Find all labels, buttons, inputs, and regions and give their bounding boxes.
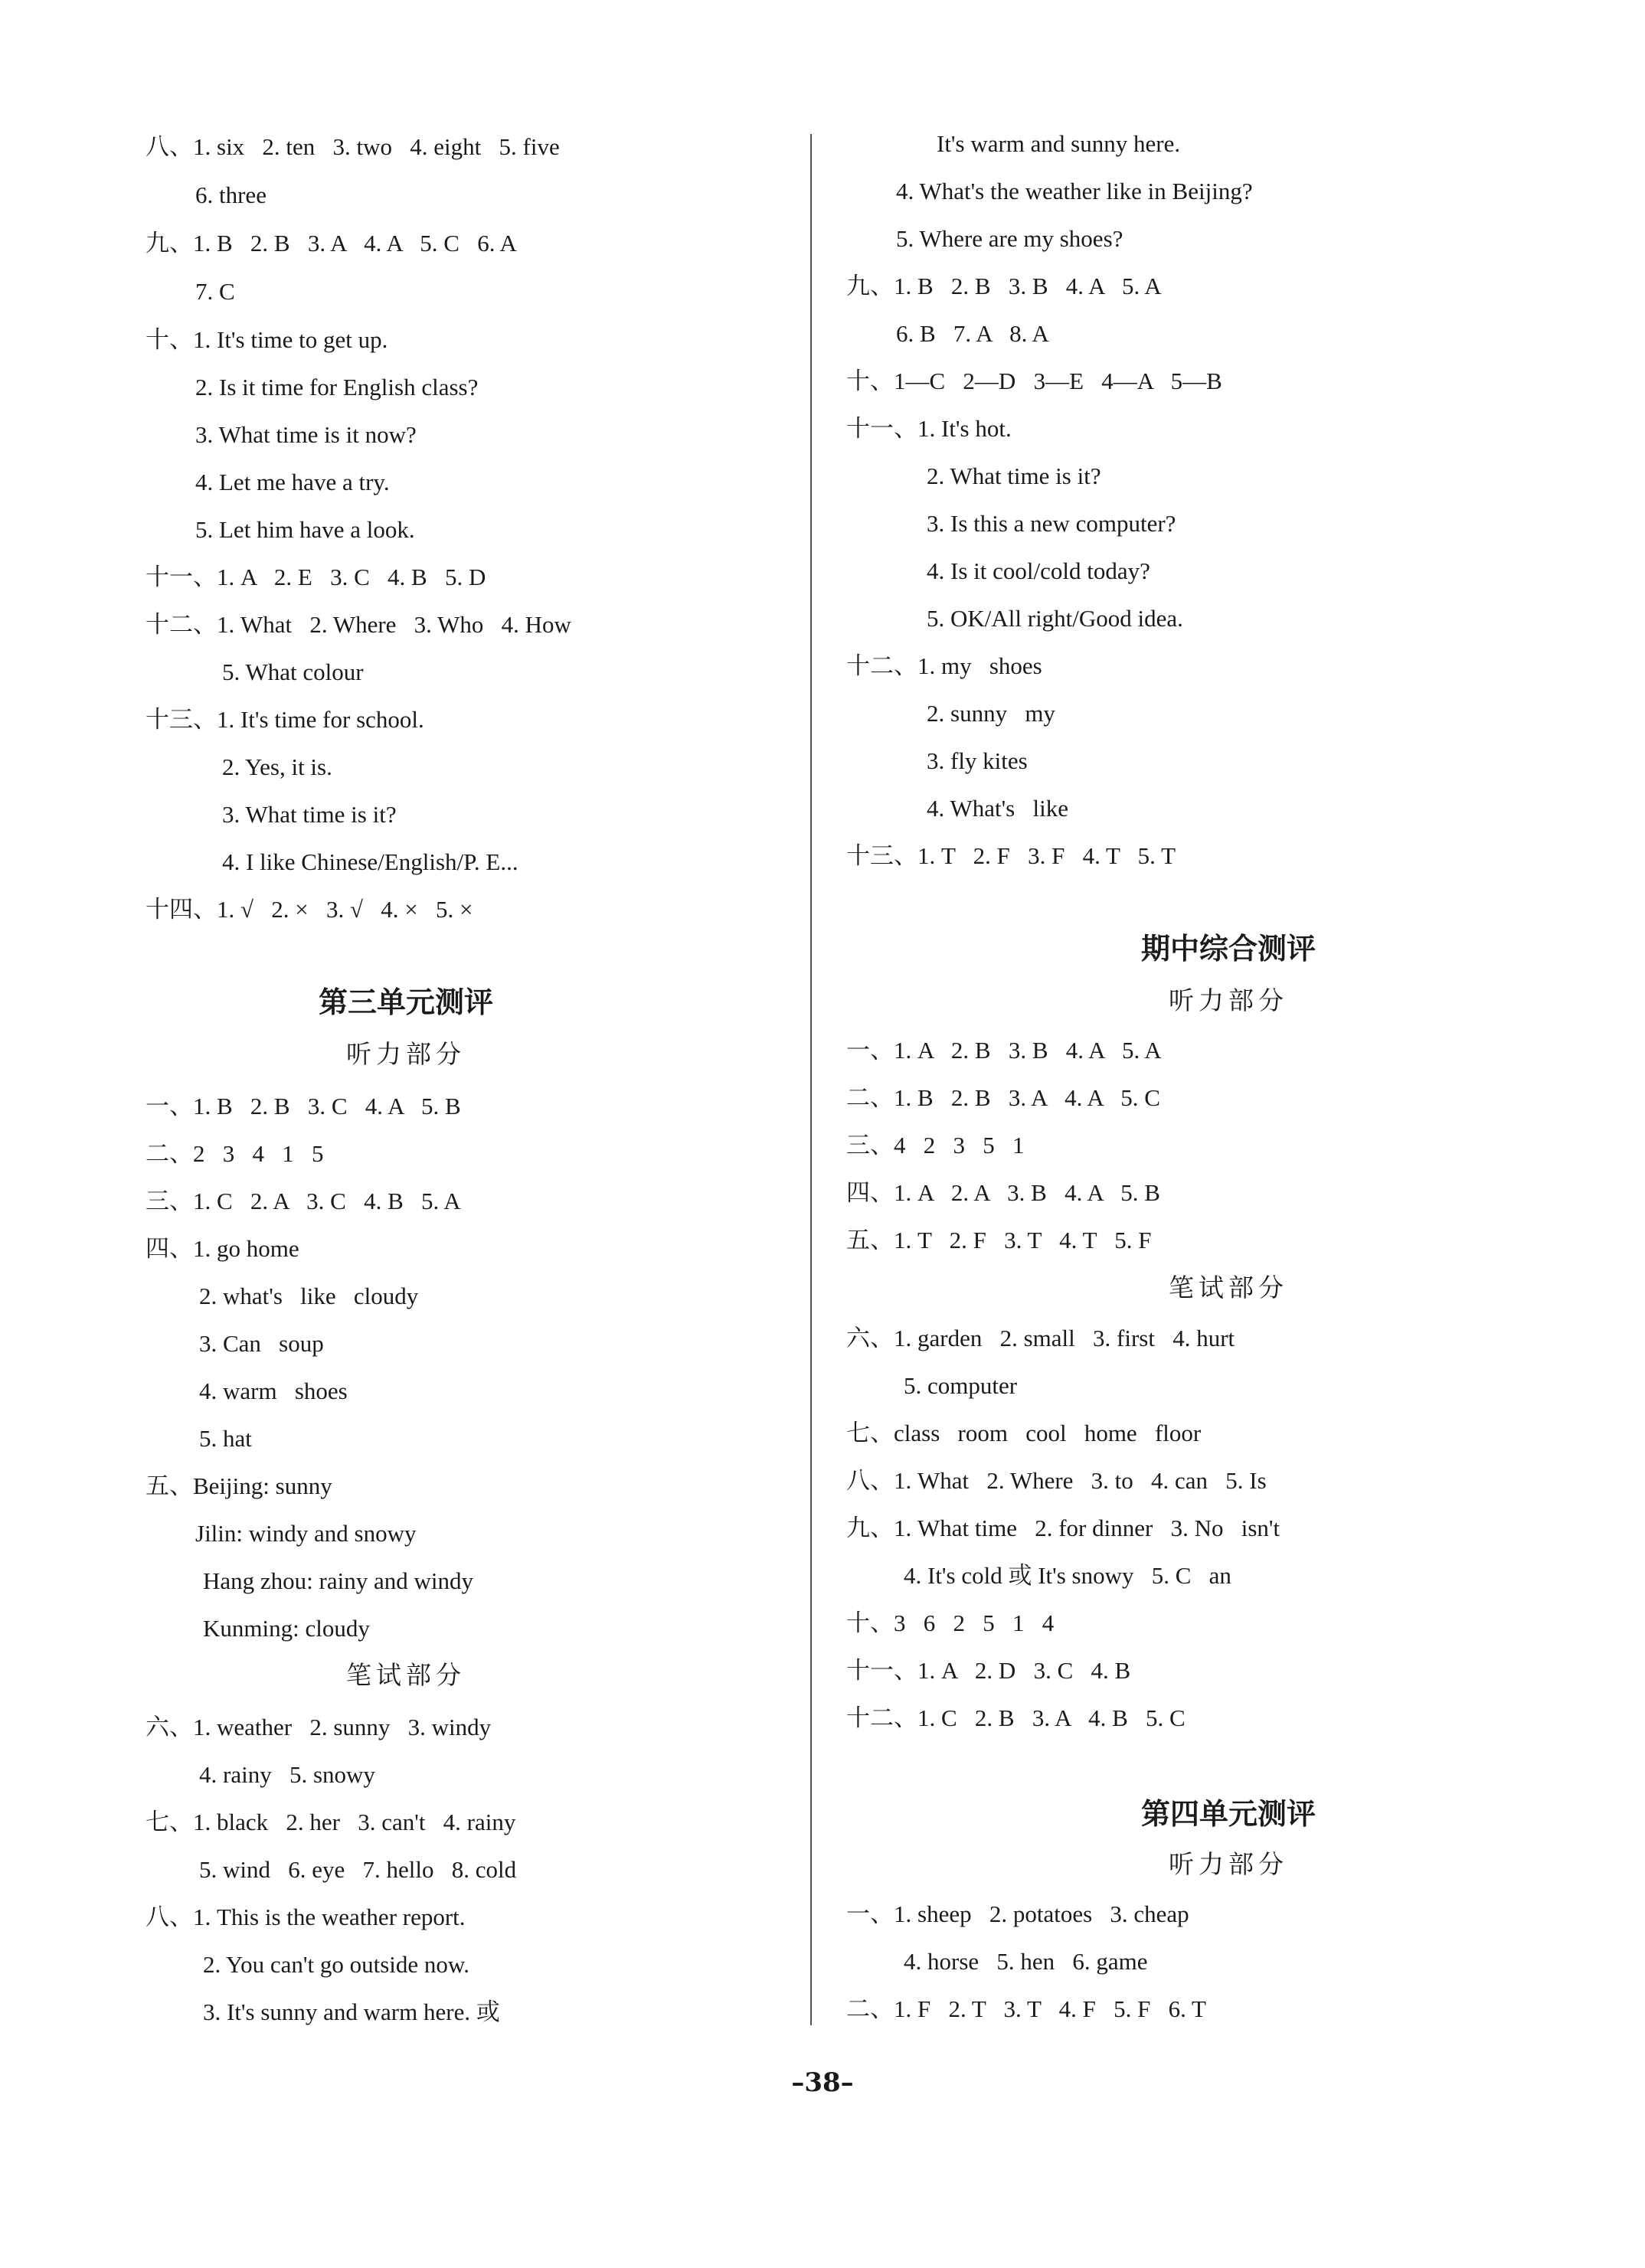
answer-line: 6. three (195, 181, 267, 208)
section-subheading: 听力部分 (1169, 985, 1288, 1015)
answer-line: 十二、1. What 2. Where 3. Who 4. How (146, 611, 571, 638)
answer-line: 十一、1. A 2. E 3. C 4. B 5. D (146, 564, 486, 590)
answer-line: 5. OK/All right/Good idea. (927, 605, 1183, 632)
answer-line: 十二、1. C 2. B 3. A 4. B 5. C (846, 1704, 1186, 1731)
answer-line: 2. What time is it? (927, 462, 1101, 489)
answer-line: 4. It's cold 或 It's snowy 5. C an (904, 1562, 1231, 1589)
answer-line: 十四、1. √ 2. × 3. √ 4. × 5. × (146, 896, 473, 923)
answer-line: 5. What colour (222, 659, 364, 685)
answer-line: 二、1. B 2. B 3. A 4. A 5. C (846, 1084, 1160, 1111)
section-heading: 第三单元测评 (318, 985, 493, 1019)
section-subheading: 笔试部分 (1169, 1273, 1288, 1302)
answer-line: 2. what's like cloudy (199, 1283, 419, 1309)
section-heading: 第四单元测评 (1140, 1797, 1316, 1831)
answer-line: 十一、1. A 2. D 3. C 4. B (846, 1657, 1131, 1684)
answer-line: 十三、1. It's time for school. (146, 706, 424, 733)
answer-line: 九、1. What time 2. for dinner 3. No isn't (846, 1515, 1280, 1541)
answer-line: 2. Yes, it is. (222, 753, 332, 780)
answer-line: 九、1. B 2. B 3. B 4. A 5. A (846, 273, 1162, 299)
answer-line: 七、1. black 2. her 3. can't 4. rainy (146, 1809, 516, 1835)
answer-line: 四、1. A 2. A 3. B 4. A 5. B (846, 1179, 1160, 1206)
answer-line: 六、1. garden 2. small 3. first 4. hurt (846, 1325, 1235, 1351)
section-subheading: 笔试部分 (346, 1660, 466, 1690)
answer-line: 2. You can't go outside now. (203, 1951, 470, 1978)
answer-line: 八、1. What 2. Where 3. to 4. can 5. Is (846, 1467, 1267, 1494)
answer-line: 六、1. weather 2. sunny 3. windy (146, 1714, 492, 1740)
answer-line: 3. Is this a new computer? (927, 510, 1176, 537)
answer-line: 5. wind 6. eye 7. hello 8. cold (199, 1856, 517, 1883)
answer-line: 十、1. It's time to get up. (146, 326, 388, 353)
answer-line: 2. sunny my (927, 700, 1055, 727)
answer-line: 三、4 2 3 5 1 (846, 1132, 1025, 1159)
answer-line: 4. Is it cool/cold today? (927, 557, 1150, 584)
page-number: –38– (791, 2067, 854, 2098)
answer-line: 十、3 6 2 5 1 4 (846, 1609, 1055, 1636)
answer-line: 八、1. six 2. ten 3. two 4. eight 5. five (146, 133, 560, 160)
answer-line: 2. Is it time for English class? (195, 374, 479, 400)
answer-line: 3. fly kites (927, 747, 1028, 774)
answer-line: 4. Let me have a try. (195, 469, 390, 495)
answer-line: 4. What's the weather like in Beijing? (896, 178, 1253, 204)
answer-line: 十二、1. my shoes (846, 652, 1042, 679)
answer-line: 3. What time is it now? (195, 421, 417, 448)
answer-line: 一、1. sheep 2. potatoes 3. cheap (846, 1900, 1189, 1927)
answer-line: 4. rainy 5. snowy (199, 1761, 375, 1788)
answer-line: 3. It's sunny and warm here. 或 (203, 1998, 500, 2025)
section-subheading: 听力部分 (346, 1039, 466, 1069)
answer-line: 3. Can soup (199, 1330, 324, 1357)
answer-line: 7. C (195, 278, 235, 305)
answer-line: 6. B 7. A 8. A (896, 320, 1049, 347)
answer-line: It's warm and sunny here. (937, 130, 1181, 157)
answer-line: 五、1. T 2. F 3. T 4. T 5. F (846, 1227, 1152, 1253)
column-divider (810, 134, 812, 2025)
section-subheading: 听力部分 (1169, 1849, 1288, 1879)
answer-line: 一、1. A 2. B 3. B 4. A 5. A (846, 1037, 1162, 1064)
answer-line: 4. horse 5. hen 6. game (904, 1948, 1148, 1975)
answer-line: 5. hat (199, 1425, 252, 1452)
answer-line: Hang zhou: rainy and windy (203, 1567, 473, 1594)
answer-line: 3. What time is it? (222, 801, 397, 828)
answer-line: 十三、1. T 2. F 3. F 4. T 5. T (846, 842, 1176, 869)
answer-line: 七、class room cool home floor (846, 1420, 1202, 1446)
answer-line: 5. Where are my shoes? (896, 225, 1123, 252)
answer-line: 4. warm shoes (199, 1377, 348, 1404)
answer-line: 4. What's like (927, 795, 1068, 822)
answer-line: 5. Let him have a look. (195, 516, 415, 543)
answer-line: 八、1. This is the weather report. (146, 1904, 466, 1930)
answer-line: 4. I like Chinese/English/P. E... (222, 848, 518, 875)
answer-line: 十一、1. It's hot. (846, 415, 1012, 442)
answer-line: 九、1. B 2. B 3. A 4. A 5. C 6. A (146, 230, 517, 257)
answer-line: 一、1. B 2. B 3. C 4. A 5. B (146, 1093, 461, 1119)
answer-line: Kunming: cloudy (203, 1615, 370, 1642)
answer-line: 二、1. F 2. T 3. T 4. F 5. F 6. T (846, 1995, 1206, 2022)
answer-line: Jilin: windy and snowy (195, 1520, 417, 1547)
answer-line: 五、Beijing: sunny (146, 1472, 332, 1499)
answer-line: 十、1—C 2—D 3—E 4—A 5—B (846, 368, 1222, 394)
answer-line: 5. computer (904, 1372, 1018, 1399)
answer-line: 二、2 3 4 1 5 (146, 1140, 324, 1167)
section-heading: 期中综合测评 (1140, 932, 1316, 966)
answer-line: 三、1. C 2. A 3. C 4. B 5. A (146, 1188, 461, 1214)
answer-line: 四、1. go home (146, 1235, 299, 1262)
